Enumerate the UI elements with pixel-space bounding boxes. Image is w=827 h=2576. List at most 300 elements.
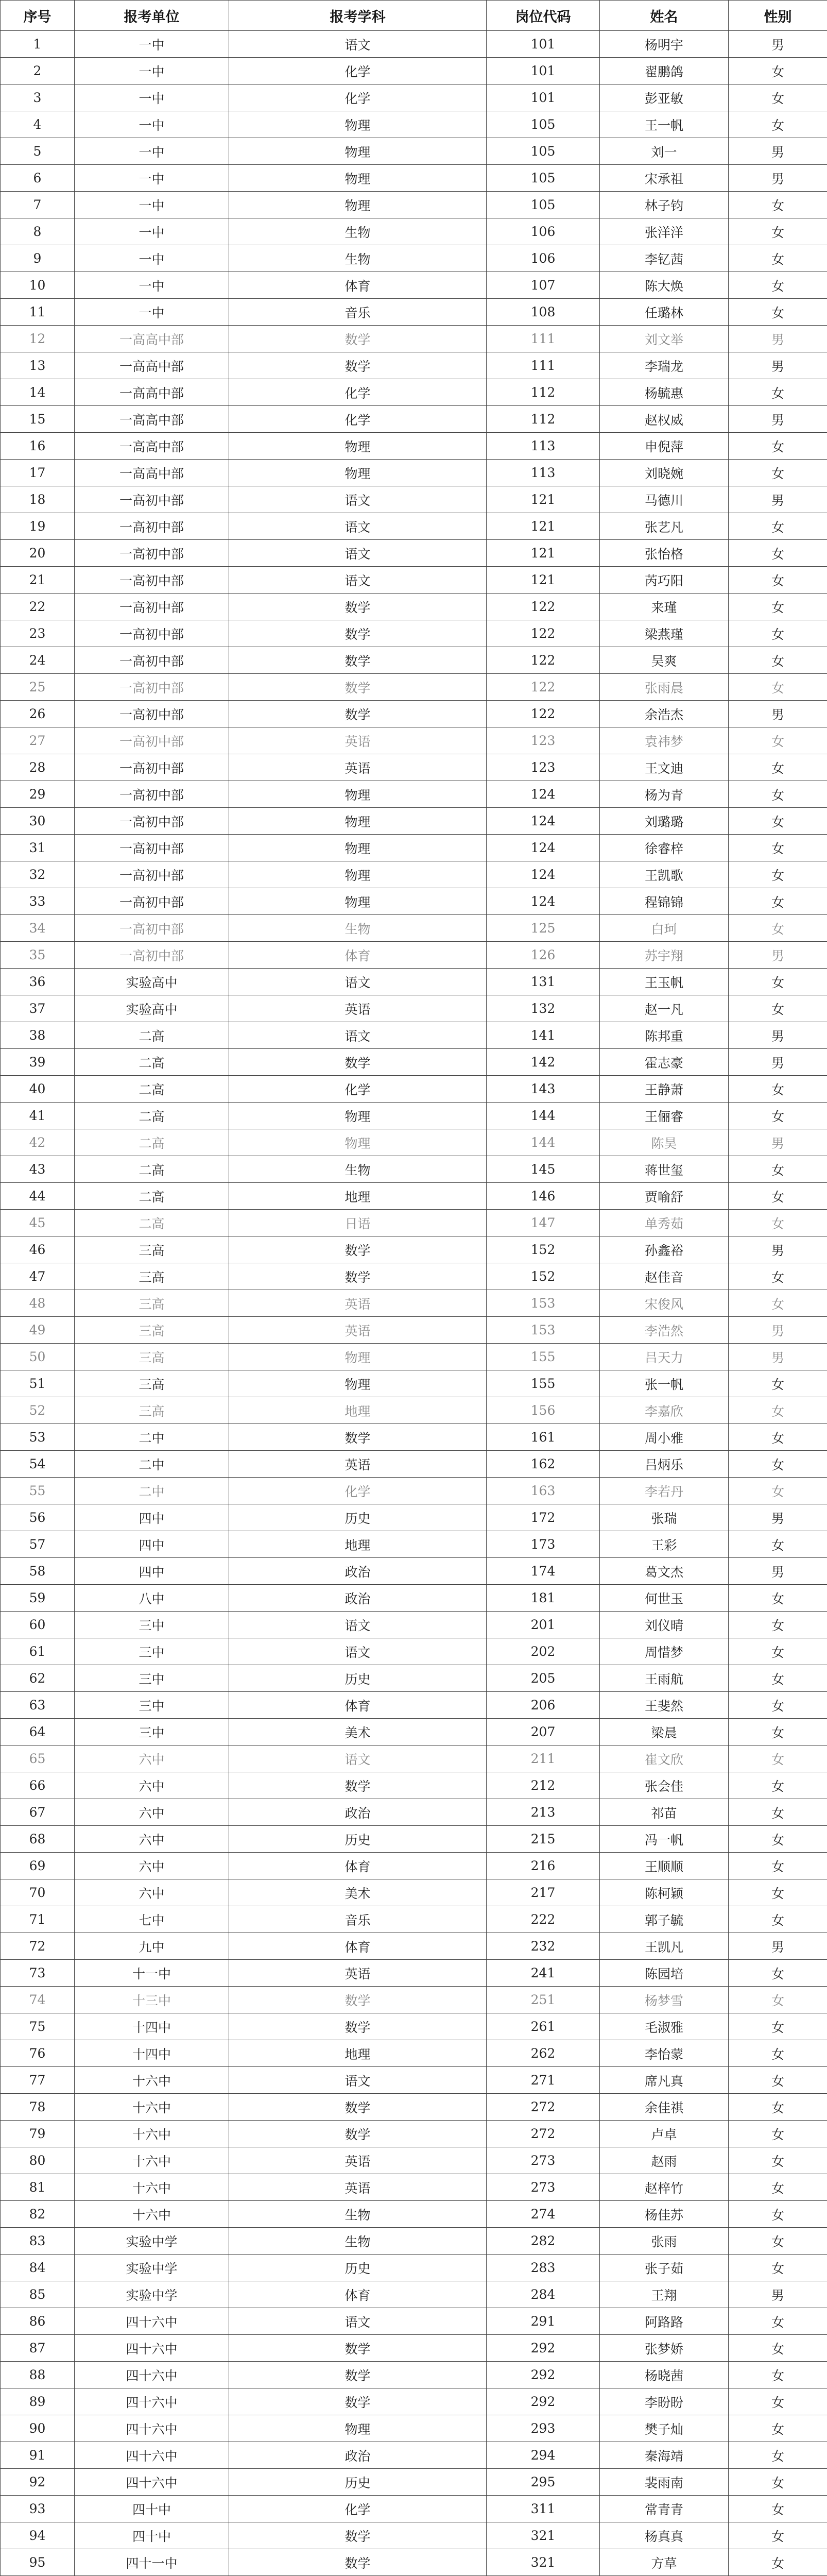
cell-unit: 一高初中部 <box>75 647 229 674</box>
cell-subject: 地理 <box>229 2040 487 2067</box>
cell-name: 王斐然 <box>600 1692 729 1719</box>
cell-position-code: 143 <box>487 1076 600 1103</box>
cell-subject: 物理 <box>229 888 487 915</box>
cell-position-code: 144 <box>487 1129 600 1156</box>
table-row <box>1 1263 827 1290</box>
cell-index: 92 <box>1 2469 75 2496</box>
cell-unit: 四十六中 <box>75 2469 229 2496</box>
cell-name: 王雨航 <box>600 1665 729 1692</box>
table-row <box>1 1022 827 1049</box>
cell-subject: 化学 <box>229 406 487 433</box>
cell-gender: 女 <box>729 2013 827 2040</box>
cell-subject: 体育 <box>229 272 487 299</box>
cell-position-code: 123 <box>487 727 600 754</box>
cell-name: 袁祎梦 <box>600 727 729 754</box>
table-row <box>1 1129 827 1156</box>
cell-index: 22 <box>1 594 75 620</box>
cell-unit: 十六中 <box>75 2174 229 2201</box>
cell-subject: 地理 <box>229 1183 487 1210</box>
table-row <box>1 1317 827 1344</box>
cell-subject: 数学 <box>229 1049 487 1076</box>
cell-name: 裴雨南 <box>600 2469 729 2496</box>
table-row <box>1 352 827 379</box>
cell-index: 20 <box>1 540 75 567</box>
cell-subject: 数学 <box>229 1236 487 1263</box>
cell-name: 席凡真 <box>600 2067 729 2094</box>
table-row <box>1 2335 827 2362</box>
cell-gender: 女 <box>729 835 827 861</box>
cell-gender: 女 <box>729 245 827 272</box>
cell-subject: 物理 <box>229 808 487 835</box>
cell-unit: 三高 <box>75 1317 229 1344</box>
table-row <box>1 2147 827 2174</box>
cell-index: 53 <box>1 1424 75 1451</box>
cell-subject: 物理 <box>229 1129 487 1156</box>
cell-name: 霍志豪 <box>600 1049 729 1076</box>
cell-gender: 女 <box>729 2201 827 2228</box>
cell-subject: 音乐 <box>229 1906 487 1933</box>
cell-position-code: 155 <box>487 1370 600 1397</box>
cell-subject: 生物 <box>229 2201 487 2228</box>
cell-unit: 一高初中部 <box>75 835 229 861</box>
cell-unit: 实验高中 <box>75 995 229 1022</box>
cell-position-code: 274 <box>487 2201 600 2228</box>
cell-subject: 数学 <box>229 1987 487 2013</box>
cell-name: 孙鑫裕 <box>600 1236 729 1263</box>
cell-gender: 女 <box>729 2496 827 2522</box>
table-row <box>1 433 827 460</box>
table-row <box>1 1424 827 1451</box>
cell-position-code: 141 <box>487 1022 600 1049</box>
cell-name: 秦海靖 <box>600 2442 729 2469</box>
cell-subject: 语文 <box>229 31 487 58</box>
cell-unit: 一中 <box>75 192 229 218</box>
cell-subject: 数学 <box>229 701 487 727</box>
cell-name: 王彩 <box>600 1531 729 1558</box>
cell-unit: 实验中学 <box>75 2228 229 2255</box>
cell-name: 李盼盼 <box>600 2388 729 2415</box>
cell-gender: 男 <box>729 701 827 727</box>
cell-position-code: 155 <box>487 1344 600 1370</box>
cell-index: 59 <box>1 1585 75 1612</box>
table-row <box>1 2174 827 2201</box>
cell-position-code: 124 <box>487 861 600 888</box>
cell-name: 卢卓 <box>600 2121 729 2147</box>
cell-index: 94 <box>1 2522 75 2549</box>
cell-position-code: 144 <box>487 1103 600 1129</box>
cell-name: 方草 <box>600 2549 729 2576</box>
cell-name: 王一帆 <box>600 111 729 138</box>
cell-unit: 二高 <box>75 1022 229 1049</box>
cell-subject: 英语 <box>229 754 487 781</box>
cell-unit: 四十六中 <box>75 2335 229 2362</box>
cell-index: 38 <box>1 1022 75 1049</box>
cell-name: 杨为青 <box>600 781 729 808</box>
cell-subject: 数学 <box>229 2362 487 2388</box>
cell-index: 82 <box>1 2201 75 2228</box>
cell-subject: 英语 <box>229 1451 487 1478</box>
cell-subject: 历史 <box>229 2469 487 2496</box>
cell-name: 刘璐璐 <box>600 808 729 835</box>
table-row <box>1 1183 827 1210</box>
cell-index: 81 <box>1 2174 75 2201</box>
cell-position-code: 283 <box>487 2255 600 2281</box>
cell-name: 吕炳乐 <box>600 1451 729 1478</box>
cell-index: 18 <box>1 486 75 513</box>
cell-gender: 男 <box>729 1129 827 1156</box>
cell-position-code: 121 <box>487 567 600 594</box>
cell-position-code: 292 <box>487 2335 600 2362</box>
table-row <box>1 111 827 138</box>
cell-index: 62 <box>1 1665 75 1692</box>
cell-subject: 化学 <box>229 58 487 84</box>
cell-position-code: 125 <box>487 915 600 942</box>
cell-subject: 数学 <box>229 674 487 701</box>
cell-unit: 二高 <box>75 1049 229 1076</box>
cell-index: 86 <box>1 2308 75 2335</box>
cell-gender: 女 <box>729 1772 827 1799</box>
cell-subject: 生物 <box>229 245 487 272</box>
cell-unit: 一高高中部 <box>75 406 229 433</box>
cell-index: 56 <box>1 1504 75 1531</box>
cell-subject: 数学 <box>229 1772 487 1799</box>
cell-name: 王顺顺 <box>600 1853 729 1879</box>
cell-unit: 二中 <box>75 1451 229 1478</box>
cell-unit: 一高初中部 <box>75 594 229 620</box>
cell-subject: 化学 <box>229 1076 487 1103</box>
cell-gender: 男 <box>729 31 827 58</box>
cell-gender: 女 <box>729 1263 827 1290</box>
cell-subject: 历史 <box>229 1826 487 1853</box>
cell-name: 张会佳 <box>600 1772 729 1799</box>
cell-unit: 一高初中部 <box>75 567 229 594</box>
table-row <box>1 1370 827 1397</box>
cell-subject: 英语 <box>229 727 487 754</box>
cell-gender: 女 <box>729 808 827 835</box>
cell-subject: 语文 <box>229 1022 487 1049</box>
table-row <box>1 861 827 888</box>
cell-gender: 女 <box>729 2067 827 2094</box>
cell-index: 29 <box>1 781 75 808</box>
cell-name: 李瑞龙 <box>600 352 729 379</box>
cell-unit: 一高高中部 <box>75 326 229 352</box>
cell-position-code: 101 <box>487 84 600 111</box>
cell-position-code: 207 <box>487 1719 600 1745</box>
table-row <box>1 727 827 754</box>
cell-gender: 男 <box>729 1933 827 1960</box>
header-unit: 报考单位 <box>75 1 229 31</box>
cell-name: 张一帆 <box>600 1370 729 1397</box>
cell-gender: 男 <box>729 326 827 352</box>
cell-position-code: 213 <box>487 1799 600 1826</box>
cell-position-code: 206 <box>487 1692 600 1719</box>
cell-gender: 女 <box>729 2442 827 2469</box>
cell-name: 梁燕瑾 <box>600 620 729 647</box>
cell-position-code: 131 <box>487 969 600 995</box>
cell-gender: 女 <box>729 1103 827 1129</box>
cell-gender: 女 <box>729 513 827 540</box>
header-position-code: 岗位代码 <box>487 1 600 31</box>
table-row <box>1 2362 827 2388</box>
cell-index: 43 <box>1 1156 75 1183</box>
table-row <box>1 1638 827 1665</box>
cell-unit: 三高 <box>75 1344 229 1370</box>
cell-name: 翟鹏鸽 <box>600 58 729 84</box>
cell-index: 48 <box>1 1290 75 1317</box>
cell-position-code: 101 <box>487 58 600 84</box>
table-row <box>1 1397 827 1424</box>
cell-gender: 男 <box>729 2281 827 2308</box>
cell-subject: 政治 <box>229 1585 487 1612</box>
cell-index: 31 <box>1 835 75 861</box>
cell-position-code: 121 <box>487 486 600 513</box>
cell-position-code: 146 <box>487 1183 600 1210</box>
cell-index: 71 <box>1 1906 75 1933</box>
cell-index: 49 <box>1 1317 75 1344</box>
table-row <box>1 1210 827 1236</box>
cell-gender: 男 <box>729 352 827 379</box>
cell-gender: 女 <box>729 2362 827 2388</box>
cell-gender: 女 <box>729 2415 827 2442</box>
cell-position-code: 321 <box>487 2522 600 2549</box>
cell-position-code: 111 <box>487 352 600 379</box>
cell-position-code: 132 <box>487 995 600 1022</box>
cell-name: 吕天力 <box>600 1344 729 1370</box>
cell-position-code: 122 <box>487 701 600 727</box>
cell-unit: 一高初中部 <box>75 727 229 754</box>
cell-position-code: 273 <box>487 2147 600 2174</box>
cell-gender: 女 <box>729 1210 827 1236</box>
cell-gender: 女 <box>729 1290 827 1317</box>
cell-position-code: 105 <box>487 192 600 218</box>
roster-body <box>1 31 827 2576</box>
cell-subject: 英语 <box>229 1290 487 1317</box>
cell-gender: 女 <box>729 1853 827 1879</box>
cell-subject: 化学 <box>229 1478 487 1504</box>
cell-position-code: 107 <box>487 272 600 299</box>
cell-unit: 一高初中部 <box>75 888 229 915</box>
cell-index: 50 <box>1 1344 75 1370</box>
cell-name: 苏宇翔 <box>600 942 729 969</box>
cell-name: 何世玉 <box>600 1585 729 1612</box>
cell-name: 张雨 <box>600 2228 729 2255</box>
cell-index: 60 <box>1 1612 75 1638</box>
cell-index: 30 <box>1 808 75 835</box>
table-row <box>1 808 827 835</box>
cell-subject: 物理 <box>229 138 487 165</box>
cell-position-code: 156 <box>487 1397 600 1424</box>
cell-index: 90 <box>1 2415 75 2442</box>
cell-unit: 十四中 <box>75 2013 229 2040</box>
cell-gender: 女 <box>729 727 827 754</box>
table-row <box>1 84 827 111</box>
header-subject: 报考学科 <box>229 1 487 31</box>
cell-unit: 二高 <box>75 1183 229 1210</box>
table-row <box>1 1692 827 1719</box>
cell-unit: 七中 <box>75 1906 229 1933</box>
table-row <box>1 888 827 915</box>
cell-subject: 数学 <box>229 1424 487 1451</box>
table-row <box>1 1049 827 1076</box>
cell-position-code: 295 <box>487 2469 600 2496</box>
table-row <box>1 379 827 406</box>
cell-index: 93 <box>1 2496 75 2522</box>
cell-subject: 历史 <box>229 2255 487 2281</box>
table-row <box>1 1987 827 2013</box>
cell-position-code: 152 <box>487 1263 600 1290</box>
cell-index: 4 <box>1 111 75 138</box>
cell-name: 赵梓竹 <box>600 2174 729 2201</box>
cell-subject: 语文 <box>229 1638 487 1665</box>
cell-unit: 一中 <box>75 111 229 138</box>
cell-position-code: 121 <box>487 513 600 540</box>
cell-index: 28 <box>1 754 75 781</box>
table-row <box>1 1103 827 1129</box>
cell-gender: 女 <box>729 460 827 486</box>
cell-gender: 女 <box>729 111 827 138</box>
table-row <box>1 540 827 567</box>
cell-position-code: 232 <box>487 1933 600 1960</box>
cell-unit: 一高高中部 <box>75 460 229 486</box>
cell-name: 杨佳苏 <box>600 2201 729 2228</box>
cell-position-code: 294 <box>487 2442 600 2469</box>
cell-unit: 二高 <box>75 1210 229 1236</box>
cell-subject: 历史 <box>229 1665 487 1692</box>
table-row <box>1 1960 827 1987</box>
cell-index: 68 <box>1 1826 75 1853</box>
cell-subject: 数学 <box>229 1263 487 1290</box>
cell-gender: 女 <box>729 781 827 808</box>
cell-unit: 一高初中部 <box>75 486 229 513</box>
table-row <box>1 1236 827 1263</box>
cell-subject: 语文 <box>229 540 487 567</box>
table-row <box>1 1612 827 1638</box>
cell-position-code: 211 <box>487 1745 600 1772</box>
table-row <box>1 1879 827 1906</box>
cell-index: 17 <box>1 460 75 486</box>
header-index: 序号 <box>1 1 75 31</box>
cell-unit: 六中 <box>75 1772 229 1799</box>
cell-subject: 生物 <box>229 1156 487 1183</box>
table-row <box>1 1799 827 1826</box>
cell-subject: 体育 <box>229 942 487 969</box>
cell-name: 王静萧 <box>600 1076 729 1103</box>
table-row <box>1 513 827 540</box>
cell-unit: 四十中 <box>75 2496 229 2522</box>
cell-unit: 十六中 <box>75 2121 229 2147</box>
cell-gender: 女 <box>729 299 827 326</box>
cell-unit: 一高高中部 <box>75 352 229 379</box>
cell-gender: 男 <box>729 1317 827 1344</box>
cell-position-code: 105 <box>487 165 600 192</box>
cell-name: 张雨晨 <box>600 674 729 701</box>
cell-index: 23 <box>1 620 75 647</box>
cell-subject: 物理 <box>229 861 487 888</box>
cell-name: 王俪睿 <box>600 1103 729 1129</box>
cell-position-code: 101 <box>487 31 600 58</box>
cell-index: 64 <box>1 1719 75 1745</box>
cell-gender: 女 <box>729 192 827 218</box>
cell-unit: 十四中 <box>75 2040 229 2067</box>
cell-subject: 语文 <box>229 513 487 540</box>
cell-name: 白珂 <box>600 915 729 942</box>
cell-gender: 女 <box>729 969 827 995</box>
cell-subject: 英语 <box>229 2174 487 2201</box>
table-row <box>1 2415 827 2442</box>
table-row <box>1 1344 827 1370</box>
cell-gender: 女 <box>729 2040 827 2067</box>
cell-name: 祁苗 <box>600 1799 729 1826</box>
cell-gender: 女 <box>729 1987 827 2013</box>
cell-name: 申倪萍 <box>600 433 729 460</box>
cell-subject: 美术 <box>229 1879 487 1906</box>
cell-name: 杨梦雪 <box>600 1987 729 2013</box>
table-row <box>1 2281 827 2308</box>
cell-gender: 男 <box>729 1504 827 1531</box>
cell-position-code: 282 <box>487 2228 600 2255</box>
table-row <box>1 1451 827 1478</box>
cell-subject: 物理 <box>229 781 487 808</box>
cell-index: 33 <box>1 888 75 915</box>
cell-gender: 女 <box>729 1960 827 1987</box>
table-row <box>1 1156 827 1183</box>
cell-position-code: 292 <box>487 2388 600 2415</box>
cell-subject: 英语 <box>229 2147 487 2174</box>
cell-unit: 十六中 <box>75 2067 229 2094</box>
header-name: 姓名 <box>600 1 729 31</box>
cell-position-code: 124 <box>487 808 600 835</box>
cell-name: 崔文欣 <box>600 1745 729 1772</box>
cell-name: 陈昊 <box>600 1129 729 1156</box>
cell-position-code: 147 <box>487 1210 600 1236</box>
cell-position-code: 112 <box>487 406 600 433</box>
cell-subject: 语文 <box>229 486 487 513</box>
cell-name: 林子钧 <box>600 192 729 218</box>
cell-gender: 男 <box>729 486 827 513</box>
cell-name: 葛文杰 <box>600 1558 729 1585</box>
cell-index: 36 <box>1 969 75 995</box>
table-row <box>1 915 827 942</box>
cell-gender: 女 <box>729 433 827 460</box>
header-row <box>1 1 827 31</box>
cell-gender: 女 <box>729 58 827 84</box>
cell-name: 张怡格 <box>600 540 729 567</box>
table-row <box>1 754 827 781</box>
cell-position-code: 284 <box>487 2281 600 2308</box>
cell-name: 杨毓惠 <box>600 379 729 406</box>
cell-gender: 女 <box>729 1478 827 1504</box>
cell-index: 87 <box>1 2335 75 2362</box>
table-row <box>1 1772 827 1799</box>
table-row <box>1 58 827 84</box>
cell-position-code: 174 <box>487 1558 600 1585</box>
table-row <box>1 406 827 433</box>
table-row <box>1 2469 827 2496</box>
cell-name: 杨明宇 <box>600 31 729 58</box>
table-row <box>1 2201 827 2228</box>
cell-subject: 语文 <box>229 969 487 995</box>
table-row <box>1 2228 827 2255</box>
cell-index: 47 <box>1 1263 75 1290</box>
cell-unit: 一高初中部 <box>75 513 229 540</box>
cell-name: 赵佳音 <box>600 1263 729 1290</box>
cell-position-code: 122 <box>487 620 600 647</box>
cell-gender: 男 <box>729 165 827 192</box>
cell-gender: 女 <box>729 2255 827 2281</box>
cell-subject: 语文 <box>229 1612 487 1638</box>
cell-unit: 四中 <box>75 1504 229 1531</box>
cell-subject: 数学 <box>229 2121 487 2147</box>
